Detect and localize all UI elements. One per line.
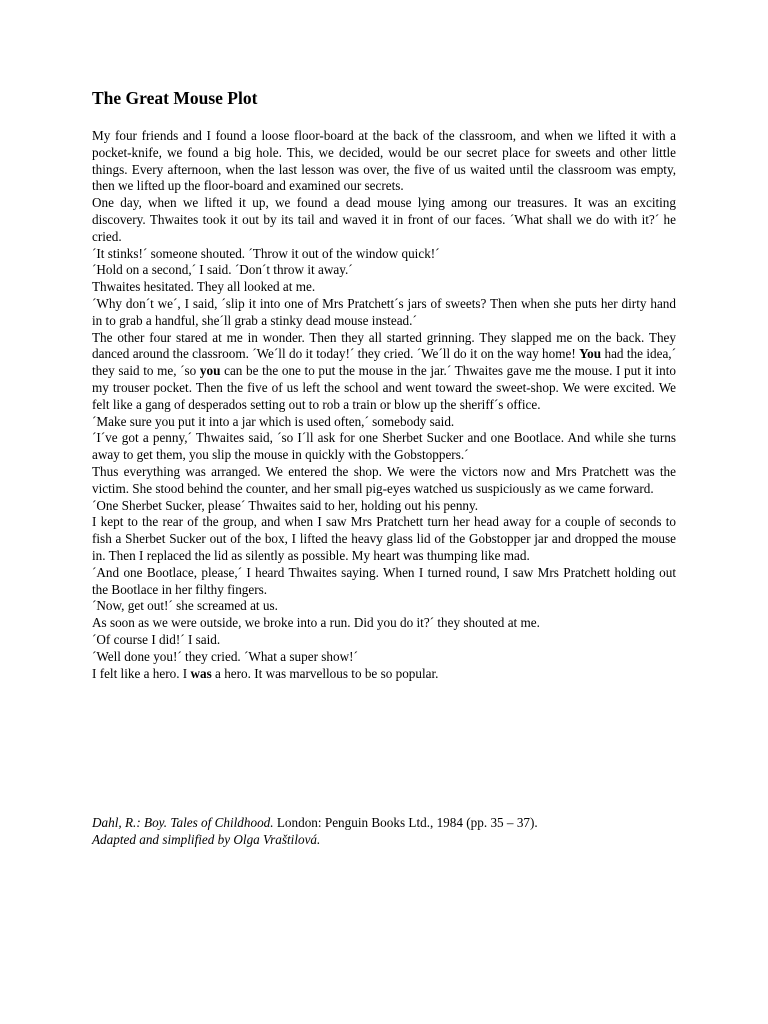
citation-line (92, 831, 692, 848)
paragraph (92, 464, 676, 498)
text-run: ´Make sure you put it into a jar which is used often,´ somebody said. (92, 413, 455, 429)
text-run: ´Of course I did!´ I said. (92, 631, 221, 647)
paragraph (92, 514, 676, 564)
paragraph (92, 430, 676, 464)
text-run: One day, when we lifted it up, we found a dead mouse lying among our treasures. It was an exciting discovery. Thwaites took it out by its tail and waved it in front of our faces. ´What shall we do with it?´ he cried. (92, 195, 676, 244)
paragraph (92, 195, 676, 245)
paragraph (92, 330, 676, 414)
text-run: My four friends and I found a loose floor-board at the back of the classroom, and when we lifted it with a pocket-knife, we found a big hole. This, we decided, would be our secret place for sweets and other little things. Every afternoon, when the last lesson was over, the five of us waited until the classroom was empty, then we lifted up the floor-board and examined our secrets. (92, 128, 676, 194)
source-citation (92, 814, 692, 848)
citation-line (92, 814, 692, 831)
story-text (92, 128, 676, 682)
paragraph (92, 262, 676, 279)
page-title: The Great Mouse Plot (92, 88, 258, 108)
text-run: can be the one to put the mouse in the jar.´ Thwaites gave me the mouse. I put it into my trouser pocket. Then the five of us left the school and went toward the sweet-shop. We were excited. We felt like a gang of desperados setting out to rob a train or blow up the sheriff´s office. (92, 363, 676, 412)
text-run: had the idea,´ they said to me, ´so (92, 346, 676, 379)
text-run: I kept to the rear of the group, and when I saw Mrs Pratchett turn her head away for a couple of seconds to fish a Sherbet Sucker out of the box, I lifted the heavy glass lid of the Gobstopper jar and dropped the mouse in. Then I replaced the lid as silently as possible. My heart was thumping like mad. (92, 514, 676, 563)
text-run: I felt like a hero. I (92, 665, 191, 681)
text-run: ´Now, get out!´ she screamed at us. (92, 598, 278, 614)
text-run: ´Well done you!´ they cried. ´What a super show!´ (92, 648, 358, 664)
paragraph (92, 498, 676, 515)
paragraph (92, 666, 676, 683)
paragraph (92, 296, 676, 330)
citation-publisher: London: Penguin Books Ltd., 1984 (pp. 35 – 37). (273, 815, 538, 830)
text-run: The other four stared at me in wonder. Then they all started grinning. They slapped me on the back. They danced around the classroom. ´We´ll do it today!´ they cried. ´We´ll do it on the way home! (92, 329, 676, 362)
text-run: a hero. It was marvellous to be so popular. (211, 665, 439, 681)
text-run: ´It stinks!´ someone shouted. ´Throw it out of the window quick!´ (92, 245, 440, 261)
text-run: Thus everything was arranged. We entered the shop. We were the victors now and Mrs Pratchett was the victim. She stood behind the counter, and her small pig-eyes watched us suspiciously as we came forward. (92, 463, 676, 496)
paragraph (92, 246, 676, 263)
emphasis-text: you (199, 363, 221, 379)
paragraph (92, 632, 676, 649)
paragraph (92, 414, 676, 431)
document-page (92, 86, 676, 682)
text-run: ´And one Bootlace, please,´ I heard Thwaites saying. When I turned round, I saw Mrs Pratchett holding out the Bootlace in her filthy fingers. (92, 564, 676, 597)
paragraph (92, 598, 676, 615)
emphasis-text: You (579, 346, 602, 362)
paragraph (92, 649, 676, 666)
text-run: Thwaites hesitated. They all looked at me. (92, 279, 316, 295)
text-run: As soon as we were outside, we broke into a run. Did you do it?´ they shouted at me. (92, 615, 540, 631)
text-run: ´Hold on a second,´ I said. ´Don´t throw it away.´ (92, 262, 353, 278)
paragraph (92, 128, 676, 195)
paragraph (92, 279, 676, 296)
paragraph (92, 615, 676, 632)
text-run: ´I´ve got a penny,´ Thwaites said, ´so I´ll ask for one Sherbet Sucker and one Bootlace. And while she turns away to get them, you slip the mouse in quickly with the Gobstoppers.´ (92, 430, 676, 463)
paragraph (92, 565, 676, 599)
text-run: ´One Sherbet Sucker, please´ Thwaites said to her, holding out his penny. (92, 497, 479, 513)
citation-adaptation: Adapted and simplified by Olga Vraštilová. (92, 832, 321, 847)
text-run: ´Why don´t we´, I said, ´slip it into one of Mrs Pratchett´s jars of sweets? Then when she puts her dirty hand in to grab a handful, she´ll grab a stinky dead mouse instead.´ (92, 295, 676, 328)
citation-book-title: Dahl, R.: Boy. Tales of Childhood. (92, 815, 274, 830)
emphasis-text: was (190, 665, 212, 681)
